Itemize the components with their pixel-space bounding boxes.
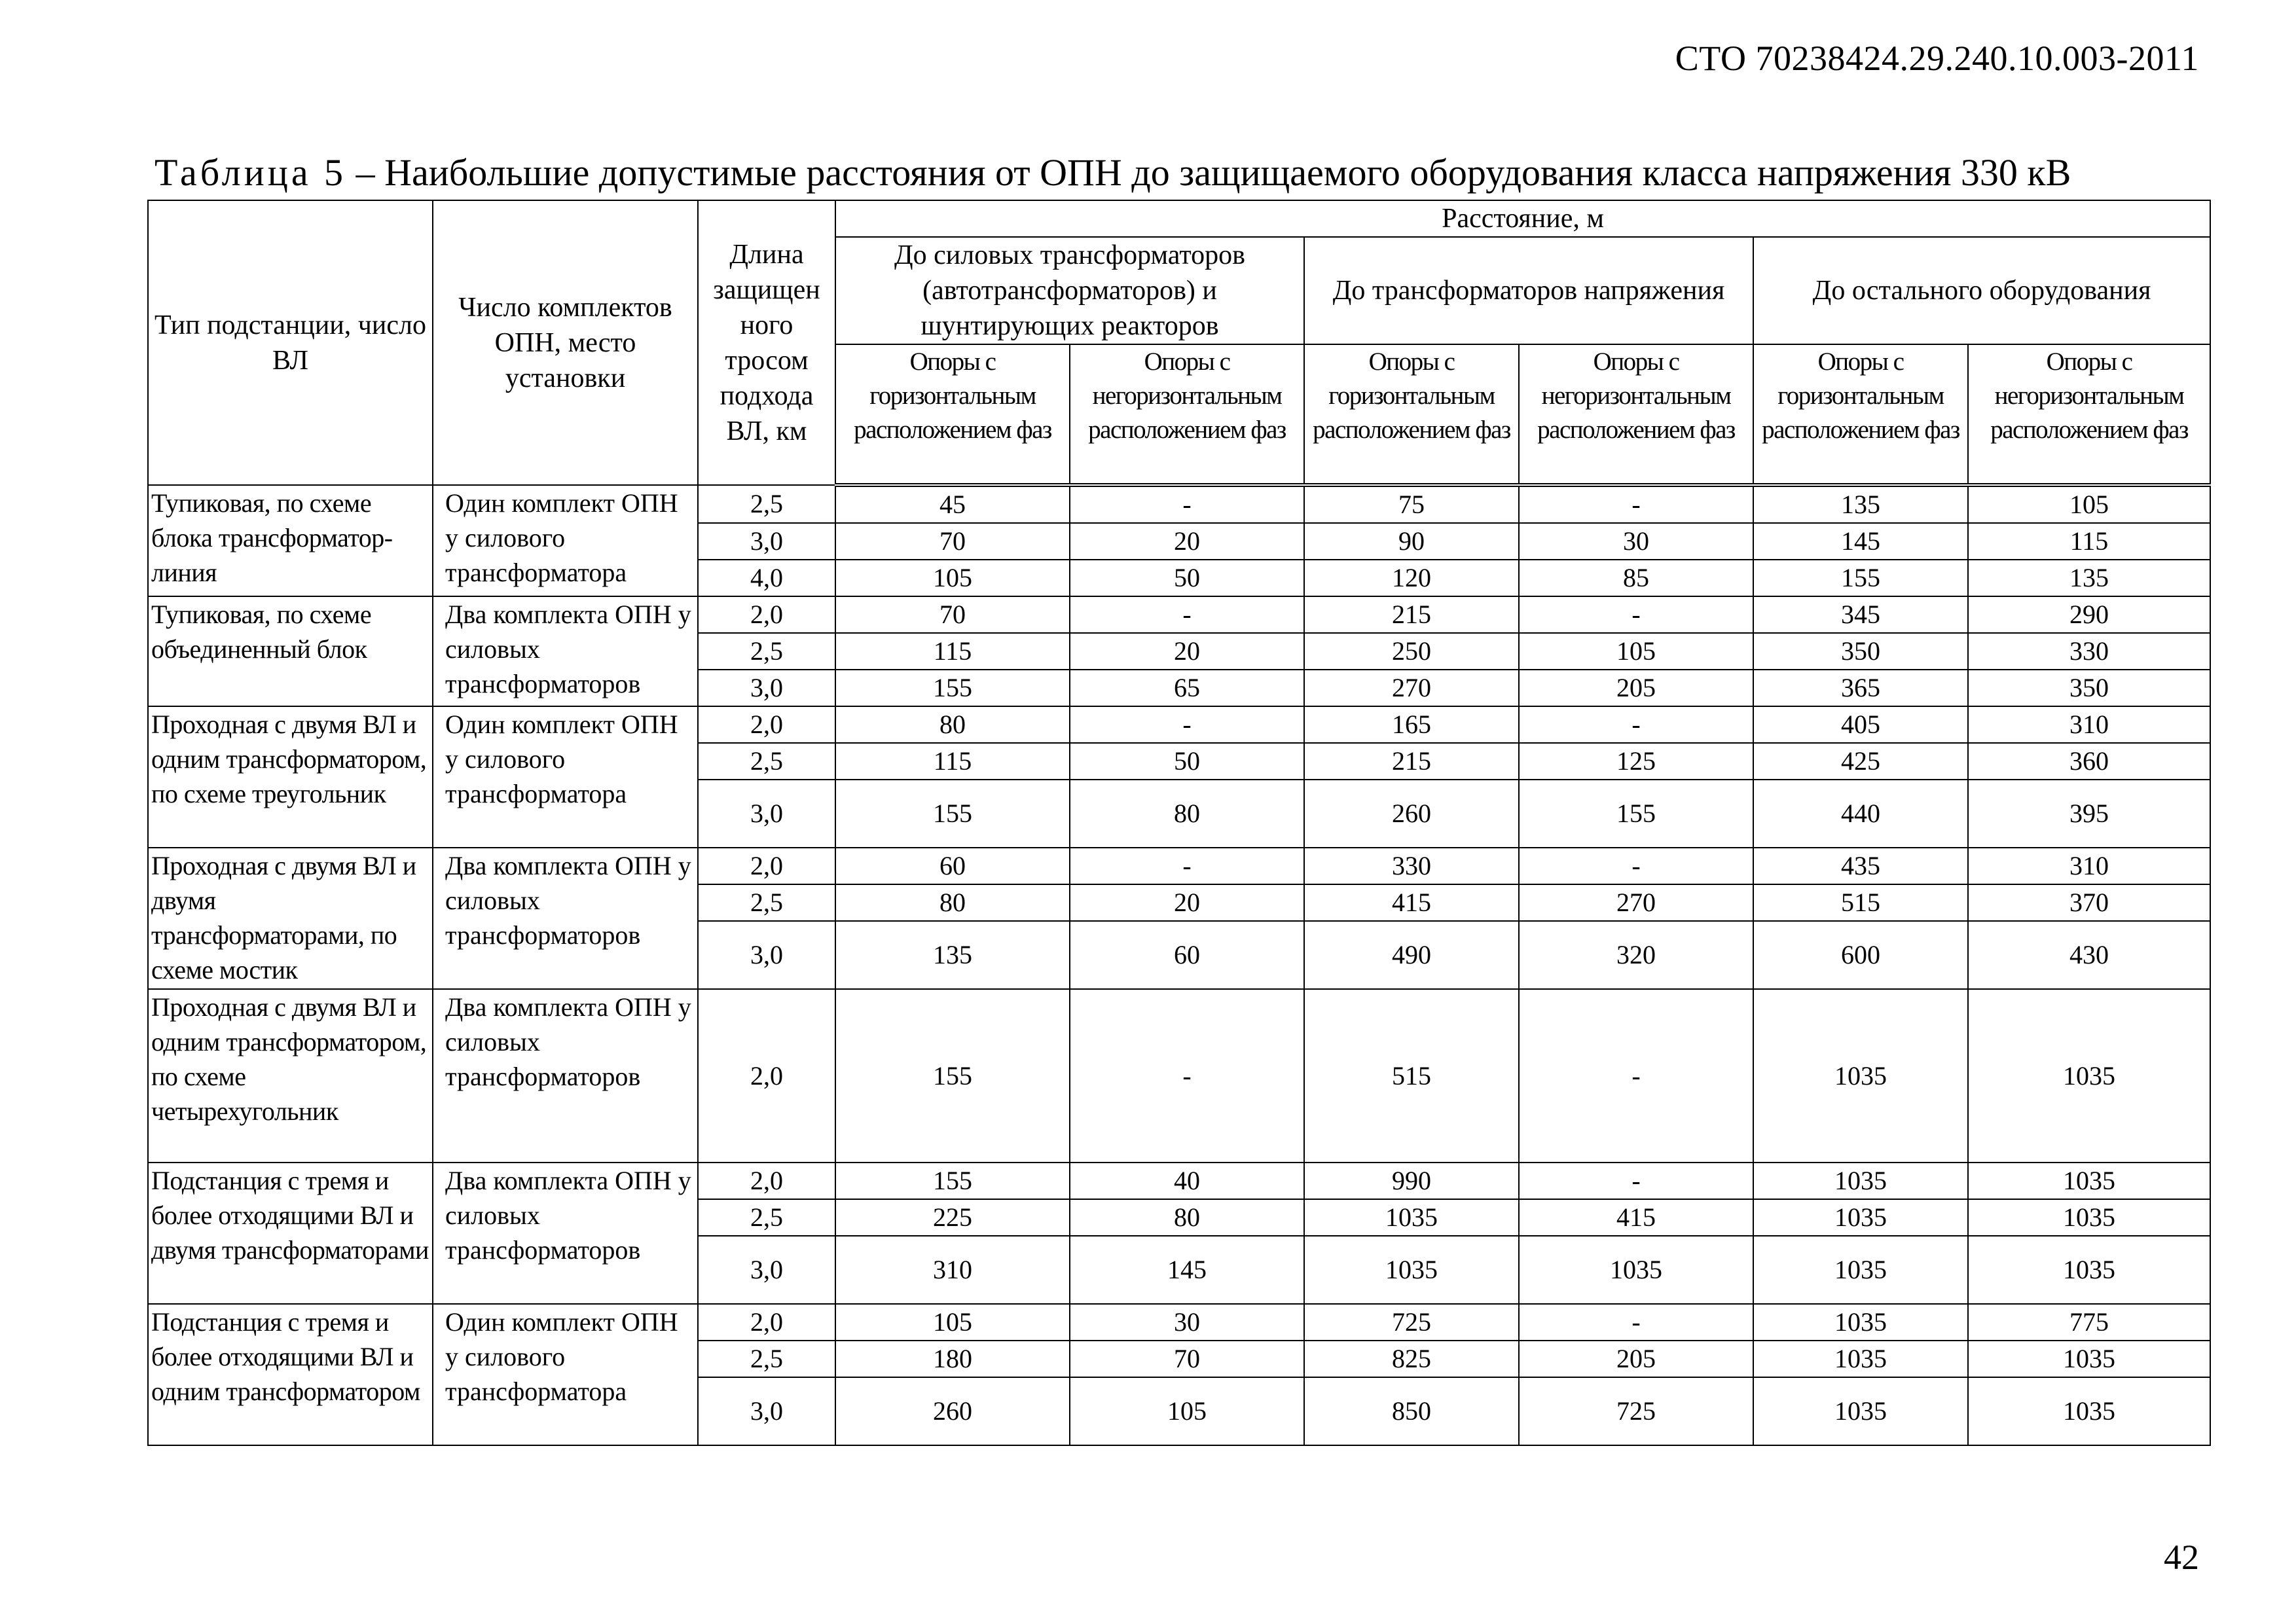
distance-value-cell: 120 [1304,560,1519,596]
approach-length-cell: 2,0 [698,989,835,1163]
distance-value-cell: 1035 [1304,1199,1519,1236]
distance-value-cell: 215 [1304,596,1519,633]
distance-value-cell: 180 [835,1341,1070,1377]
distance-value-cell: 45 [835,485,1070,523]
substation-type-cell: Проходная с двумя ВЛ и одним трансформатором, по схеме треугольник [148,706,433,848]
distance-value-cell: 290 [1968,596,2210,633]
distance-value-cell: - [1070,485,1304,523]
distance-value-cell: 65 [1070,670,1304,706]
distance-value-cell: 155 [835,670,1070,706]
distance-value-cell: 395 [1968,780,2210,848]
approach-length-cell: 3,0 [698,523,835,560]
table-row [148,1304,2210,1341]
distance-value-cell: 310 [1968,848,2210,884]
distance-value-cell: 20 [1070,884,1304,921]
table-row [148,1163,2210,1199]
header-substation-type: Тип подстанции, число ВЛ [148,200,433,485]
approach-length-cell: 2,0 [698,1163,835,1199]
distance-value-cell: 70 [1070,1341,1304,1377]
distance-value-cell: 105 [1968,485,2210,523]
distance-value-cell: 270 [1519,884,1753,921]
distance-value-cell: 205 [1519,670,1753,706]
approach-length-cell: 2,0 [698,1304,835,1341]
substation-type-cell: Тупиковая, по схеме блока трансформатор-линия [148,485,433,596]
distance-value-cell: 155 [1753,560,1968,596]
distance-value-cell: - [1070,596,1304,633]
distance-value-cell: 1035 [1753,1199,1968,1236]
distance-value-cell: 50 [1070,743,1304,780]
distance-value-cell: 155 [835,989,1070,1163]
header-sub-horizontal: Опоры с горизонтальным расположением фаз [835,344,1070,485]
distance-value-cell: 135 [835,921,1070,989]
approach-length-cell: 3,0 [698,921,835,989]
distance-value-cell: 105 [835,1304,1070,1341]
distance-value-cell: 70 [835,596,1070,633]
header-distance: Расстояние, м [835,200,2210,237]
distance-value-cell: 75 [1304,485,1519,523]
distance-value-cell: 30 [1519,523,1753,560]
approach-length-cell: 2,0 [698,596,835,633]
table-row [148,596,2210,633]
distance-value-cell: 105 [1070,1377,1304,1445]
distance-value-cell: 310 [835,1236,1070,1304]
distance-value-cell: 260 [1304,780,1519,848]
approach-length-cell: 4,0 [698,560,835,596]
kit-count-cell: Один комплект ОПН у силового трансформатора [433,706,698,848]
distance-value-cell: 1035 [1753,1236,1968,1304]
distance-value-cell: 1035 [1968,1199,2210,1236]
distance-value-cell: 155 [835,780,1070,848]
distance-value-cell: 350 [1753,633,1968,670]
distance-value-cell: 320 [1519,921,1753,989]
approach-length-cell: 2,5 [698,1199,835,1236]
distance-value-cell: 80 [1070,780,1304,848]
distance-value-cell: 60 [835,848,1070,884]
distance-value-cell: 20 [1070,633,1304,670]
header-group-power-transformers: До силовых трансформаторов (автотрансформаторов) и шунтирующих реакторов [835,237,1304,344]
approach-length-cell: 2,0 [698,848,835,884]
distance-value-cell: 155 [835,1163,1070,1199]
distance-value-cell: 80 [1070,1199,1304,1236]
approach-length-cell: 3,0 [698,780,835,848]
distance-value-cell: 135 [1753,485,1968,523]
substation-type-cell: Подстанция с тремя и более отходящими ВЛ и одним трансформатором [148,1304,433,1445]
distance-value-cell: 350 [1968,670,2210,706]
header-sub-nonhorizontal: Опоры с негоризонтальным расположением фаз [1968,344,2210,485]
document-code: СТО 70238424.29.240.10.003-2011 [1675,39,2199,78]
distance-value-cell: 415 [1304,884,1519,921]
distance-value-cell: 1035 [1753,1377,1968,1445]
distance-value-cell: 145 [1753,523,1968,560]
distance-value-cell: - [1519,848,1753,884]
distance-value-cell: 440 [1753,780,1968,848]
distance-value-cell: - [1519,1163,1753,1199]
table-body [148,485,2210,1445]
distance-value-cell: 360 [1968,743,2210,780]
approach-length-cell: 3,0 [698,1377,835,1445]
distance-value-cell: 330 [1968,633,2210,670]
distance-value-cell: 30 [1070,1304,1304,1341]
distance-value-cell: 250 [1304,633,1519,670]
distance-table [147,200,2211,1446]
distance-value-cell: 60 [1070,921,1304,989]
distance-value-cell: - [1070,848,1304,884]
distance-value-cell: 115 [1968,523,2210,560]
table-row [148,706,2210,743]
substation-type-cell: Проходная с двумя ВЛ и двумя трансформаторами, по схеме мостик [148,848,433,989]
distance-value-cell: 1035 [1968,989,2210,1163]
distance-value-cell: 205 [1519,1341,1753,1377]
distance-value-cell: - [1070,706,1304,743]
distance-value-cell: 850 [1304,1377,1519,1445]
distance-value-cell: 145 [1070,1236,1304,1304]
distance-value-cell: 430 [1968,921,2210,989]
approach-length-cell: 2,5 [698,633,835,670]
table-row [148,989,2210,1163]
distance-value-cell: 125 [1519,743,1753,780]
header-sub-horizontal: Опоры с горизонтальным расположением фаз [1304,344,1519,485]
distance-value-cell: 1035 [1968,1236,2210,1304]
distance-value-cell: 515 [1753,884,1968,921]
page-number: 42 [2164,1538,2199,1577]
distance-value-cell: 435 [1753,848,1968,884]
kit-count-cell: Один комплект ОПН у силового трансформатора [433,1304,698,1445]
distance-value-cell: 20 [1070,523,1304,560]
distance-value-cell: 600 [1753,921,1968,989]
distance-value-cell: 310 [1968,706,2210,743]
approach-length-cell: 2,5 [698,1341,835,1377]
substation-type-cell: Подстанция с тремя и более отходящими ВЛ и двумя трансформаторами [148,1163,433,1304]
distance-value-cell: - [1519,485,1753,523]
approach-length-cell: 2,0 [698,706,835,743]
distance-value-cell: 165 [1304,706,1519,743]
table-row [148,485,2210,523]
distance-value-cell: 1035 [1753,1163,1968,1199]
kit-count-cell: Два комплекта ОПН у силовых трансформаторов [433,989,698,1163]
kit-count-cell: Два комплекта ОПН у силовых трансформаторов [433,848,698,989]
distance-value-cell: 515 [1304,989,1519,1163]
table-caption-prefix: Таблица 5 [155,151,347,194]
distance-value-cell: 775 [1968,1304,2210,1341]
kit-count-cell: Один комплект ОПН у силового трансформатора [433,485,698,596]
distance-value-cell: 135 [1968,560,2210,596]
distance-value-cell: 70 [835,523,1070,560]
distance-value-cell: 1035 [1304,1236,1519,1304]
header-group-other-equipment: До остального оборудования [1753,237,2210,344]
distance-value-cell: 330 [1304,848,1519,884]
distance-value-cell: 115 [835,743,1070,780]
substation-type-cell: Проходная с двумя ВЛ и одним трансформатором, по схеме четырехугольник [148,989,433,1163]
table-caption [155,151,2071,194]
approach-length-cell: 2,5 [698,884,835,921]
table-row [148,848,2210,884]
distance-value-cell: 1035 [1968,1377,2210,1445]
approach-length-cell: 2,5 [698,743,835,780]
distance-value-cell: 1035 [1968,1341,2210,1377]
distance-value-cell: 215 [1304,743,1519,780]
distance-value-cell: - [1519,706,1753,743]
distance-value-cell: 415 [1519,1199,1753,1236]
distance-value-cell: - [1070,989,1304,1163]
distance-value-cell: 1035 [1519,1236,1753,1304]
distance-value-cell: 405 [1753,706,1968,743]
distance-value-cell: 80 [835,884,1070,921]
distance-value-cell: 85 [1519,560,1753,596]
distance-value-cell: 1035 [1968,1163,2210,1199]
distance-value-cell: - [1519,596,1753,633]
header-sub-nonhorizontal: Опоры с негоризонтальным расположением фаз [1519,344,1753,485]
distance-value-cell: 345 [1753,596,1968,633]
substation-type-cell: Тупиковая, по схеме объединенный блок [148,596,433,706]
distance-value-cell: 40 [1070,1163,1304,1199]
distance-value-cell: 155 [1519,780,1753,848]
distance-value-cell: 115 [835,633,1070,670]
header-approach-length: Длина защищен ного тросом подхода ВЛ, км [698,200,835,485]
table-caption-text: – Наибольшие допустимые расстояния от ОПН до защищаемого оборудования класса напряжения 330 кВ [346,151,2071,194]
distance-value-cell: 260 [835,1377,1070,1445]
distance-value-cell: - [1519,1304,1753,1341]
distance-value-cell: 725 [1519,1377,1753,1445]
distance-value-cell: 725 [1304,1304,1519,1341]
distance-value-cell: - [1519,989,1753,1163]
approach-length-cell: 2,5 [698,485,835,523]
kit-count-cell: Два комплекта ОПН у силовых трансформаторов [433,1163,698,1304]
distance-value-cell: 365 [1753,670,1968,706]
approach-length-cell: 3,0 [698,670,835,706]
distance-value-cell: 370 [1968,884,2210,921]
distance-value-cell: 825 [1304,1341,1519,1377]
distance-value-cell: 1035 [1753,989,1968,1163]
distance-value-cell: 270 [1304,670,1519,706]
kit-count-cell: Два комплекта ОПН у силовых трансформаторов [433,596,698,706]
approach-length-cell: 3,0 [698,1236,835,1304]
distance-value-cell: 105 [1519,633,1753,670]
distance-value-cell: 105 [835,560,1070,596]
distance-value-cell: 90 [1304,523,1519,560]
distance-value-cell: 80 [835,706,1070,743]
header-group-voltage-transformers: До трансформаторов напряжения [1304,237,1753,344]
header-sub-horizontal: Опоры с горизонтальным расположением фаз [1753,344,1968,485]
distance-value-cell: 490 [1304,921,1519,989]
header-kit-count: Число комплектов ОПН, место установки [433,200,698,485]
distance-value-cell: 1035 [1753,1304,1968,1341]
distance-value-cell: 1035 [1753,1341,1968,1377]
header-sub-nonhorizontal: Опоры с негоризонтальным расположением фаз [1070,344,1304,485]
distance-value-cell: 990 [1304,1163,1519,1199]
distance-value-cell: 225 [835,1199,1070,1236]
distance-value-cell: 425 [1753,743,1968,780]
distance-value-cell: 50 [1070,560,1304,596]
